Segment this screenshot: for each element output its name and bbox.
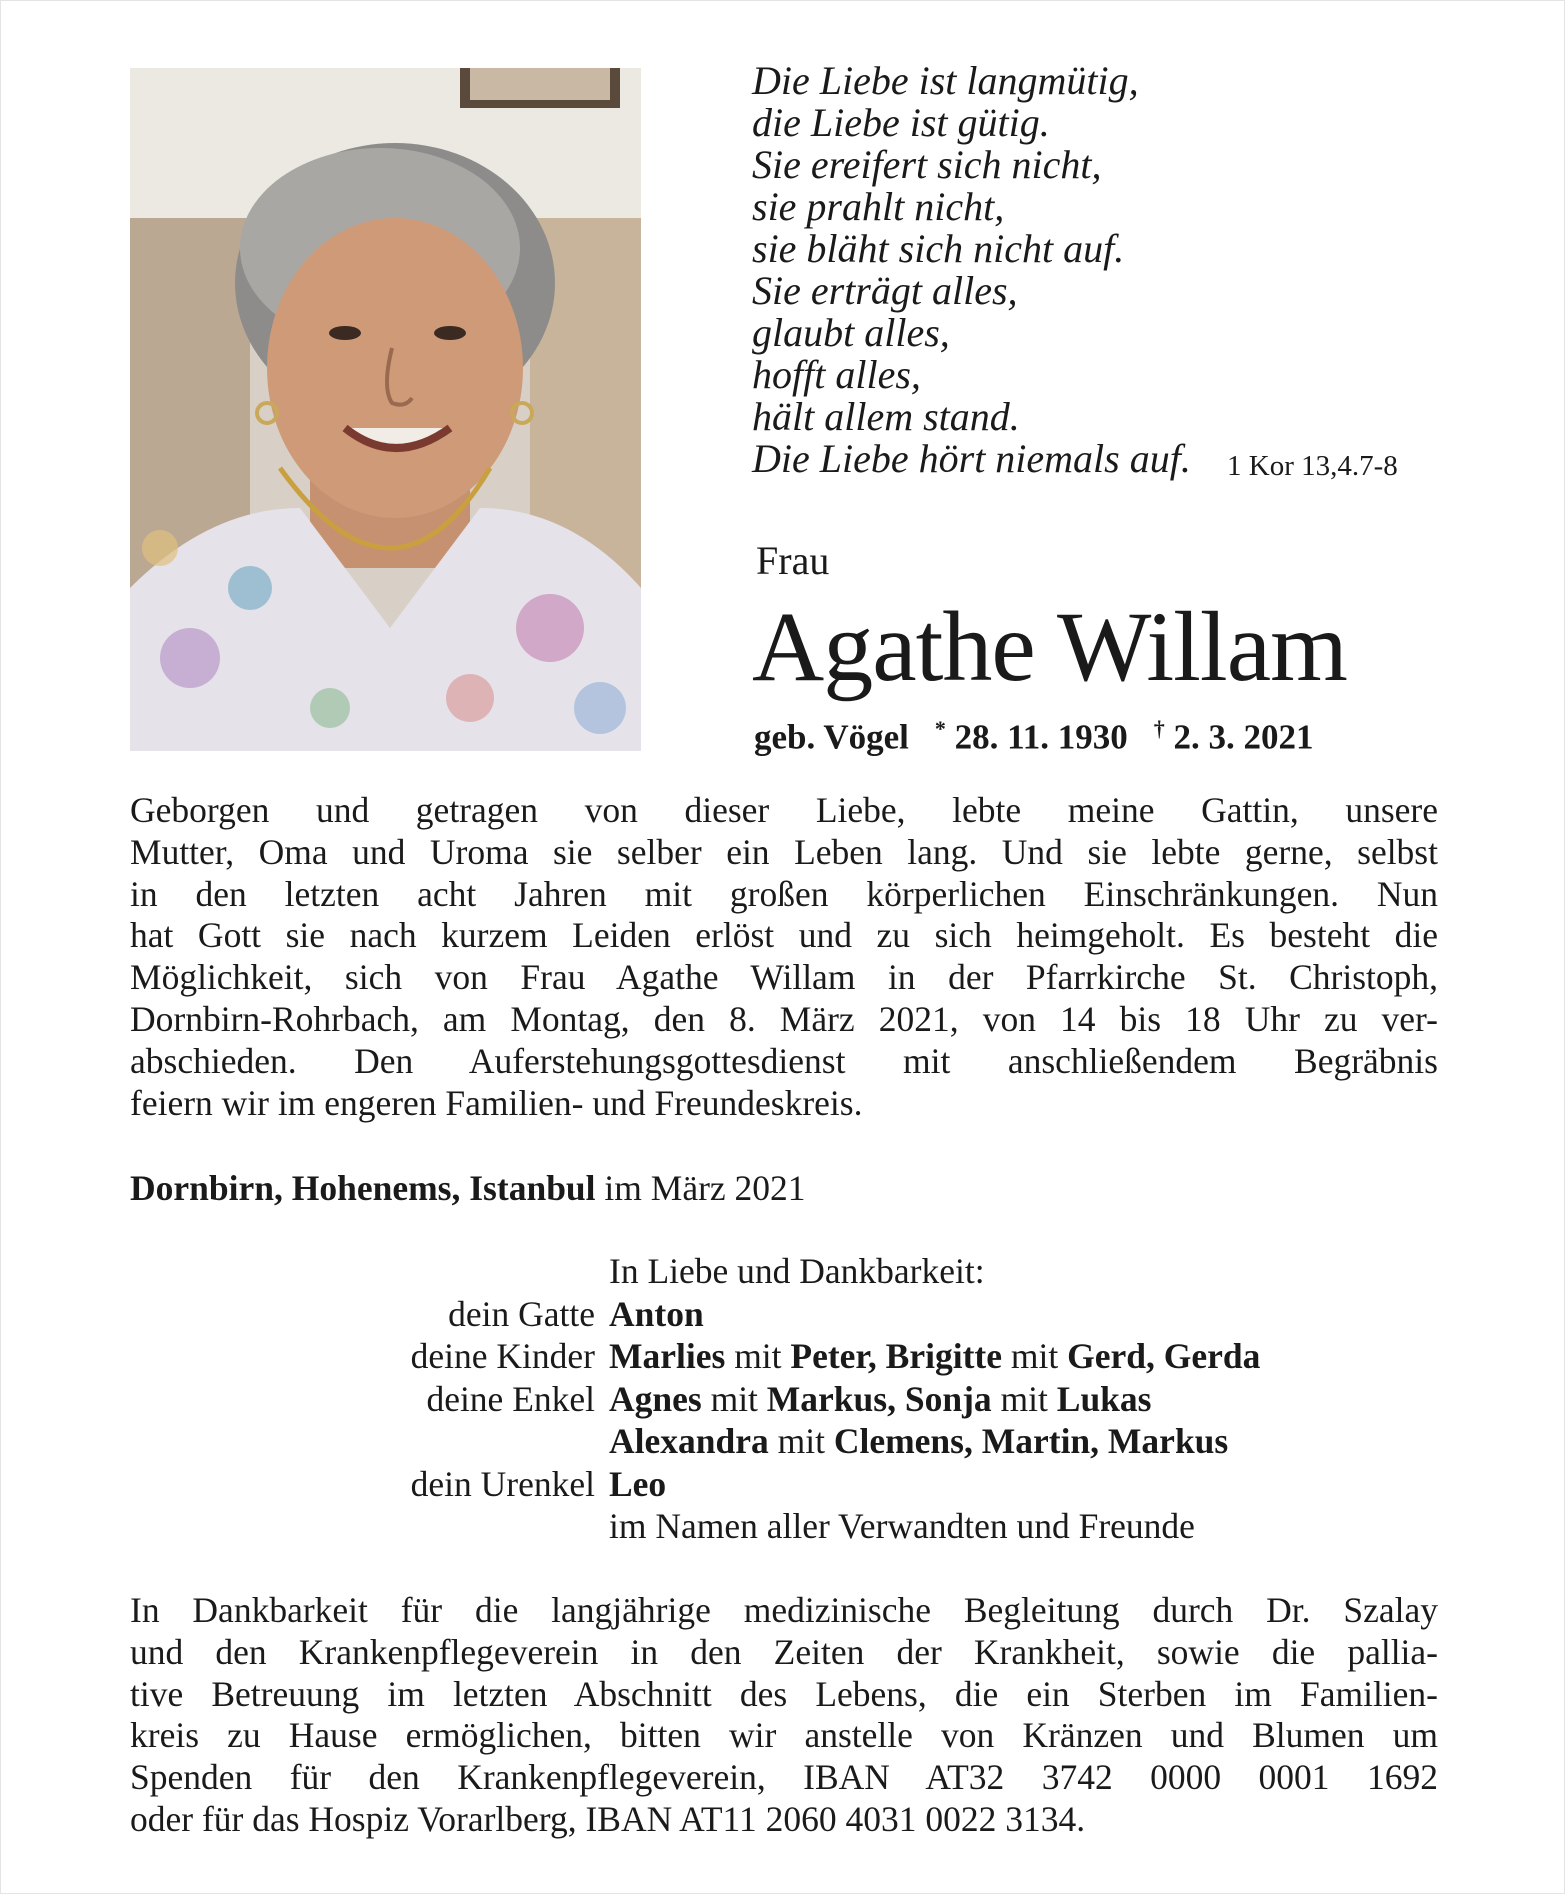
connector-text: im Namen aller Verwandten und Freunde [609,1506,1195,1546]
notice-body [130,790,1438,1124]
relative-names [609,1293,704,1336]
death-symbol: † [1153,716,1165,741]
closing-line: tive Betreuung im letzten Abschnitt des Lebens, die ein Sterben im Familien- [130,1673,1438,1714]
body-line: Geborgen und getragen von dieser Liebe, lebte meine Gattin, unsere [130,790,1438,830]
relative-name: Anton [609,1293,704,1334]
family-list [130,1250,1450,1548]
verse-line: hält allem stand. [752,394,1020,439]
body-line: Mutter, Oma und Uroma sie selber ein Leben lang. Und sie lebte gerne, selbst [130,831,1438,872]
relative-names [609,1463,666,1506]
closing-line: In Dankbarkeit für die langjährige medizinische Begleitung durch Dr. Szalay [130,1590,1438,1630]
verse-reference: 1 Kor 13,4.7-8 [1227,450,1398,482]
family-intro-row [130,1250,1450,1293]
relative-names [609,1335,1260,1378]
verse-line: Die Liebe hört niemals auf. [752,436,1191,481]
body-line: Möglichkeit, sich von Frau Agathe Willam in der Pfarrkirche St. Christoph, [130,957,1438,998]
closing-request [130,1590,1438,1841]
relative-name: Agnes [609,1378,702,1419]
body-line: in den letzten acht Jahren mit großen körperlichen Einschränkungen. Nun [130,873,1438,914]
relative-names [609,1505,1195,1548]
body-line: feiern wir im engeren Familien- und Freundeskreis. [130,1082,863,1123]
verse-line: Sie erträgt alles, [752,268,1018,313]
relation-label: dein Urenkel [410,1463,595,1504]
family-row [130,1335,1450,1378]
relation-label: dein Gatte [448,1293,595,1334]
verse-line: sie prahlt nicht, [752,184,1005,229]
family-row [130,1505,1450,1548]
relative-name: Leo [609,1463,667,1504]
closing-line: oder für das Hospiz Vorarlberg, IBAN AT11 2060 4031 0022 3134. [130,1798,1086,1839]
relative-name: Gerd, Gerda [1067,1336,1261,1376]
relation-label [130,1505,609,1548]
verse-line: Sie ereifert sich nicht, [752,142,1102,187]
closing-line: und den Krankenpflegeverein in den Zeiten der Krankheit, sowie die pallia- [130,1631,1438,1672]
birth-symbol: * [934,716,946,741]
verse-line: die Liebe ist gütig. [752,100,1050,145]
family-row [130,1463,1450,1506]
family-row [130,1293,1450,1336]
connector-text: mit [991,1378,1057,1419]
place-date-line [130,1167,806,1209]
verse-line: hofft alles, [752,352,921,397]
verse-line: glaubt alles, [752,310,950,355]
relation-label: deine Enkel [426,1378,595,1419]
death-date: 2. 3. 2021 [1173,717,1314,757]
relative-names [609,1420,1228,1463]
connector-text: mit [1002,1336,1068,1376]
body-line: abschieden. Den Auferstehungsgottesdienst mit anschließendem Begräbnis [130,1040,1438,1081]
relative-name: Peter, Brigitte [790,1336,1002,1376]
connector-text: mit [768,1421,834,1461]
places: Dornbirn, Hohenems, Istanbul [130,1168,596,1208]
verse-line: sie bläht sich nicht auf. [752,226,1125,271]
relative-name: Marlies [609,1336,726,1376]
closing-line: Spenden für den Krankenpflegeverein, IBAN AT32 3742 0000 0001 1692 [130,1757,1438,1798]
closing-line: kreis zu Hause ermöglichen, bitten wir anstelle von Kränzen und Blumen um [130,1715,1438,1756]
connector-text: mit [701,1378,767,1419]
family-intro: In Liebe und Dankbarkeit: [609,1251,985,1291]
birth-date: 28. 11. 1930 [954,717,1128,757]
family-row [130,1378,1450,1421]
bible-verse [752,60,1512,480]
life-dates [754,716,1313,758]
portrait-illustration [130,68,641,751]
relative-name: Markus, Sonja [766,1378,992,1419]
body-line: Dornbirn-Rohrbach, am Montag, den 8. März 2021, von 14 bis 18 Uhr zu ver- [130,998,1438,1039]
maiden-name: geb. Vögel [754,717,909,757]
place-date: im März 2021 [604,1168,806,1208]
verse-line: Die Liebe ist langmütig, [752,58,1139,103]
family-row [130,1420,1450,1463]
relative-name: Lukas [1056,1378,1152,1419]
relative-name: Clemens, Martin, Markus [833,1421,1229,1461]
body-line: hat Gott sie nach kurzem Leiden erlöst und zu sich heimgeholt. Es besteht die [130,915,1438,956]
honorific: Frau [756,538,830,583]
relation-label: deine Kinder [410,1336,595,1376]
connector-text: mit [725,1336,791,1376]
relative-names [609,1378,1152,1421]
deceased-name: Agathe Willam [752,591,1347,702]
portrait-photo [130,68,641,751]
relative-name: Alexandra [609,1421,769,1461]
relation-label [130,1420,609,1463]
